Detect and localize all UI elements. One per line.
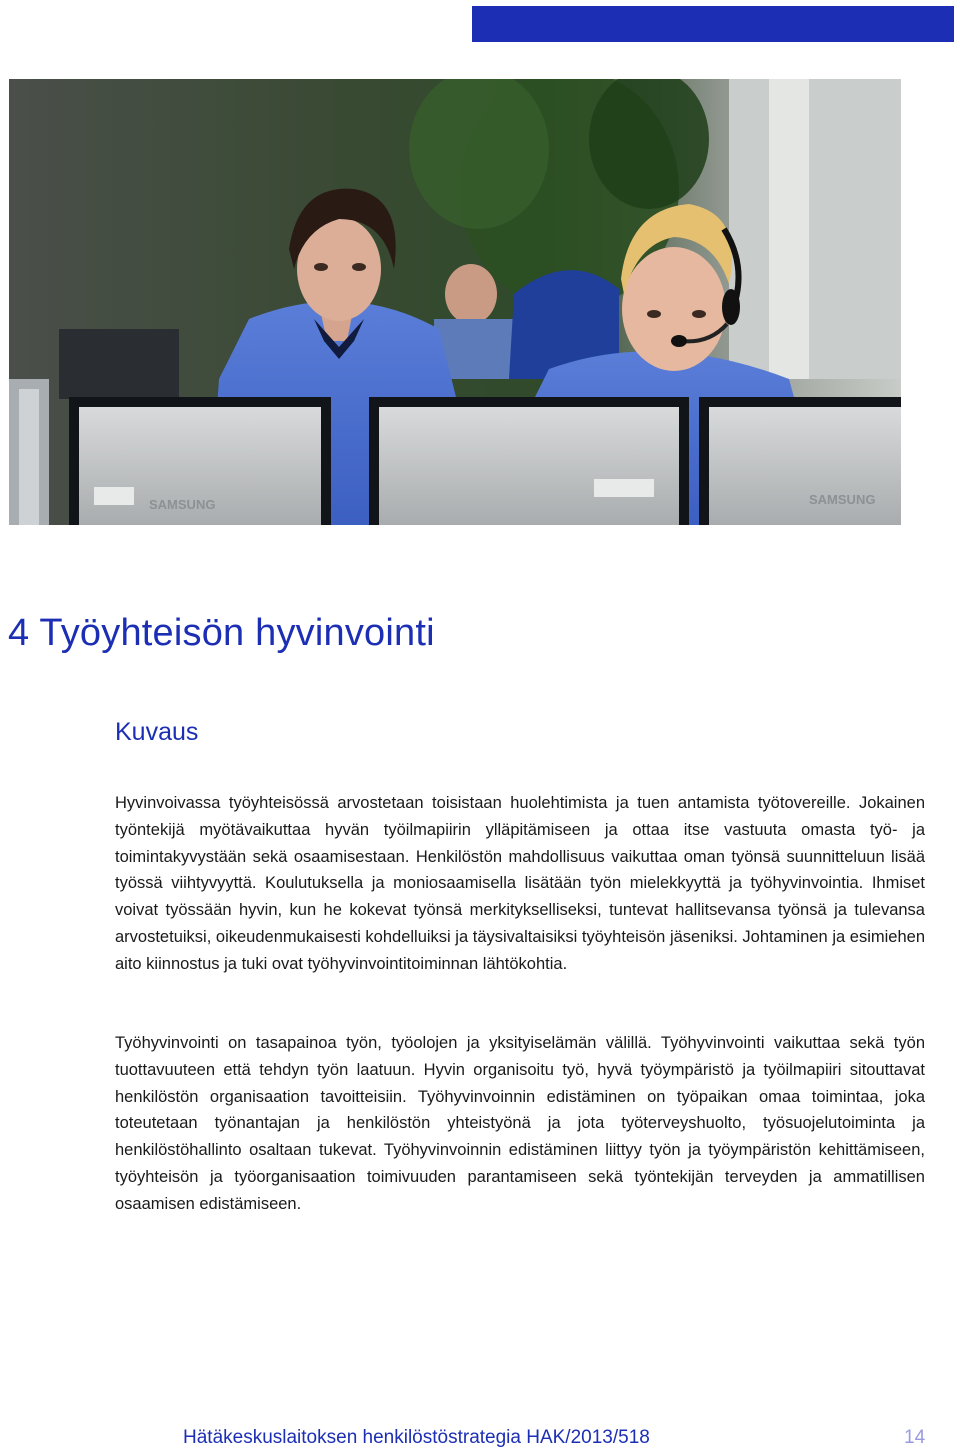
- footer-document-title: Hätäkeskuslaitoksen henkilöstöstrategia HAK/2013/518: [183, 1427, 650, 1448]
- monitor-brand-label: SAMSUNG: [809, 492, 876, 507]
- body-paragraph-2: Työhyvinvointi on tasapainoa työn, työolojen ja yksityiselämän välillä. Työhyvinvointi vaikuttaa sekä työn tuottavuuteen että tehdyn työn laatuun. Hyvin organisoitu työ, hyvä työympäristö ja työilmapiiri sitouttavat henkilöstön organisaation tavoitteisiin. Työhyvinvoinnin edistäminen on työpaikan omaa toimintaa, joka toteutetaan työnantajan ja henkilöstön yhteistyönä ja jota työterveyshuolto, työsuojelutoiminta ja henkilöstöhallinto osaltaan tukevat. Työhyvinvoinnin edistäminen liittyy työn ja työympäristön kehittämiseen, työyhteisön ja työorganisaation toimivuuden parantamiseen sekä työntekijän terveyden ja ammatillisen osaamisen edistämiseen.: [115, 1034, 925, 1213]
- section-title: Kuvaus: [115, 718, 199, 746]
- chapter-title: 4 Työyhteisön hyvinvointi: [8, 612, 435, 654]
- monitor-brand-label: SAMSUNG: [149, 497, 216, 512]
- header-accent-bar: [472, 6, 954, 42]
- emergency-center-photo: [9, 79, 901, 525]
- body-paragraph-1: Hyvinvoivassa työyhteisössä arvostetaan toisistaan huolehtimista ja tuen antamista työtovereille. Jokainen työntekijä myötävaikuttaa hyvän työilmapiirin ylläpitämiseen ja ottaa itse vastuuta omasta työ- ja toimintakyvystään sekä osaamisestaan. Henkilöstön mahdollisuus vaikuttaa oman työnsä suunnitteluun lisää työssä viihtyvyyttä. Koulutuksella ja moniosaamisella lisätään työn mielekkyyttä ja työhyvinvointia. Ihmiset voivat työssään hyvin, kun he kokevat työnsä merkitykselliseksi, tuntevat hallitsevansa työnsä ja tulevansa arvostetuiksi, oikeudenmukaisesti kohdelluiksi ja täysivaltaisiksi työyhteisön jäseniksi. Johtaminen ja esimiehen aito kiinnostus ja tuki ovat työhyvinvointitoiminnan lähtökohtia.: [115, 794, 925, 973]
- page-number: 14: [904, 1427, 926, 1448]
